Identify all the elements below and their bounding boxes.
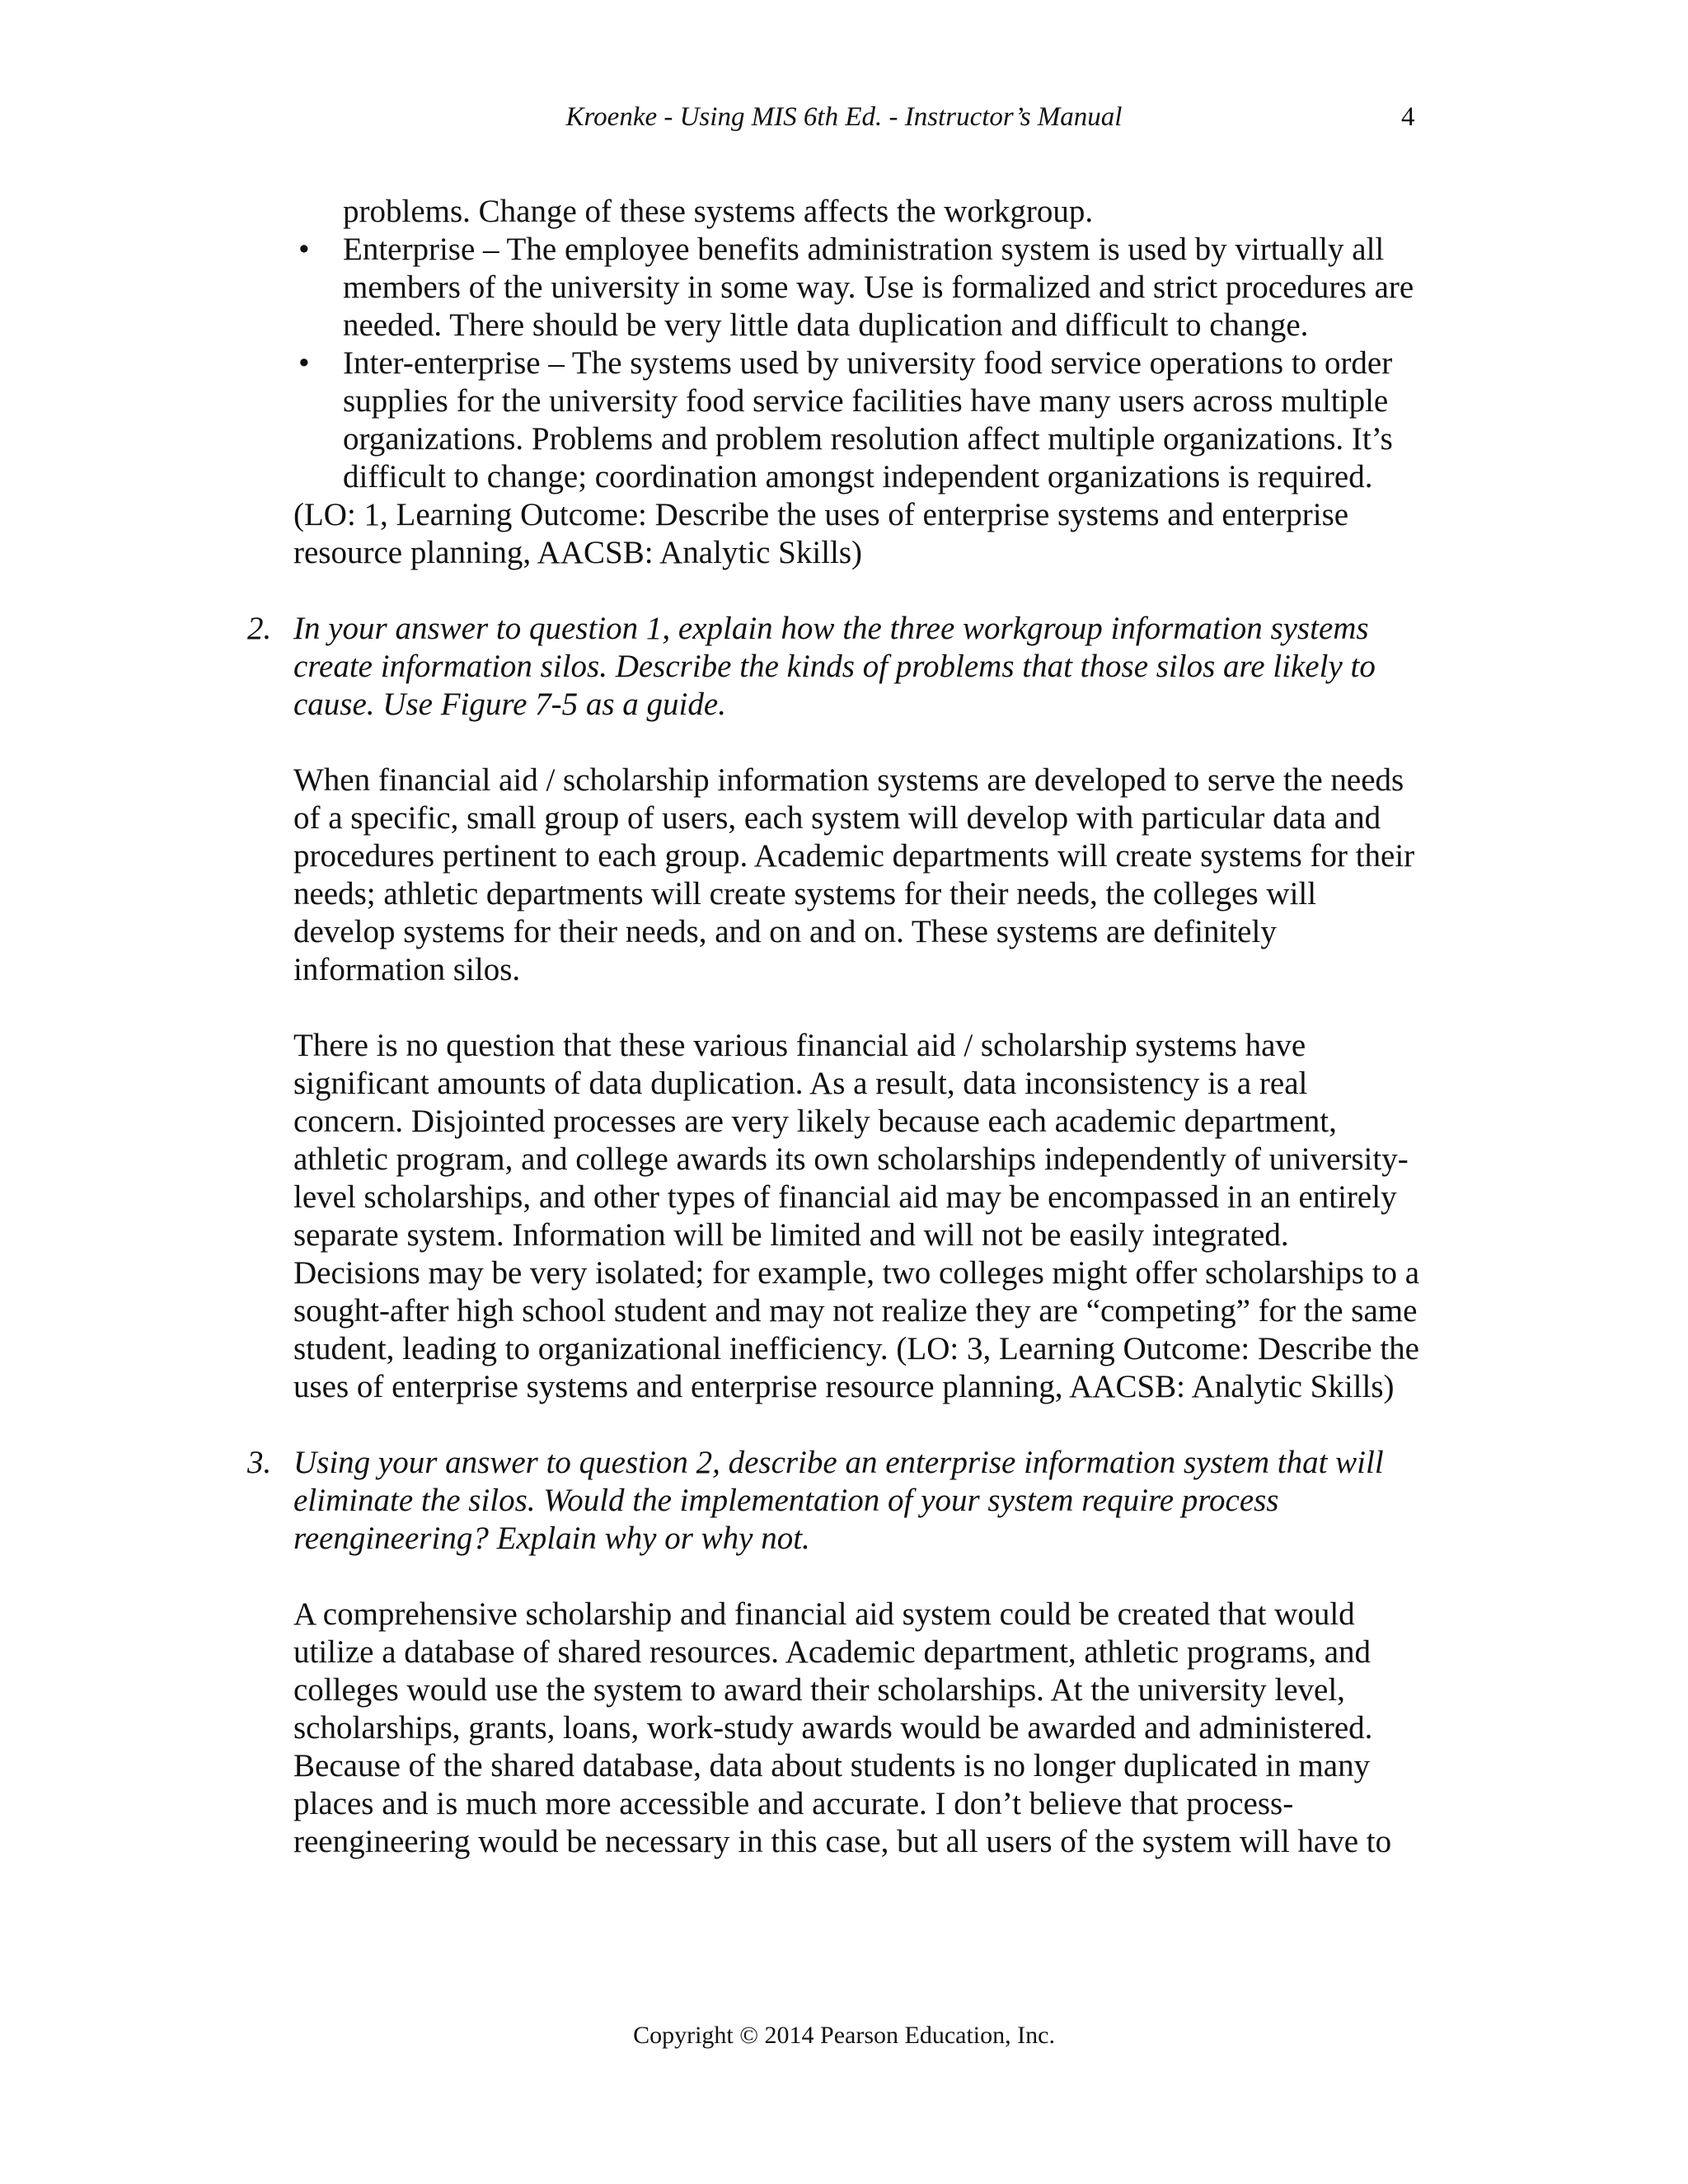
learning-outcome-note: (LO: 1, Learning Outcome: Describe the uses of enterprise systems and enterprise resource planning, AACSB: Analytic Skills) [293, 497, 1349, 570]
page-number: 4 [1401, 102, 1415, 132]
question-3 [247, 1444, 1423, 1861]
bullet-item-enterprise [293, 231, 1423, 344]
question-2 [247, 610, 1423, 1406]
page-footer [0, 2018, 1688, 2054]
continued-bullet-text: problems. Change of these systems affects the workgroup. [343, 194, 1094, 229]
question-number: 3. [247, 1445, 272, 1480]
question-text: In your answer to question 1, explain how the three workgroup information systems create information silos. Describe the kinds of problems that those silos are likely to cause. Use Figure 7-5 as a guide. [293, 611, 1376, 722]
bullet-text: Inter-enterprise – The systems used by university food service operations to order supplies for the university food service facilities have many users across multiple organizations. Problems and problem resolution affect multiple organizations. It’s difficult to change; coordination amongst independent organizations is required. [343, 345, 1393, 494]
bullet-icon: • [298, 345, 310, 381]
question-text: Using your answer to question 2, describe an enterprise information system that will eliminate the silos. Would the implementation of your system require process reengineering? Explain why or why not. [293, 1445, 1384, 1556]
bullet-text: Enterprise – The employee benefits administration system is used by virtually all members of the university in some way. Use is formalized and strict procedures are needed. There should be very little data duplication and difficult to change. [343, 232, 1414, 343]
page-body [247, 193, 1423, 1861]
bullet-icon: • [298, 232, 310, 267]
header-title: Kroenke - Using MIS 6th Ed. - Instructor’s Manual [565, 102, 1123, 132]
page-header [0, 97, 1688, 137]
question-number: 2. [247, 611, 272, 646]
answer-paragraph: When financial aid / scholarship information systems are developed to serve the needs of a specific, small group of users, each system will develop with particular data and procedures pertinent to each group. Academic departments will create systems for their needs; athletic departments will create systems for their needs, the colleges will develop systems for their needs, and on and on. These systems are definitely information silos. [293, 762, 1415, 987]
copyright-text: Copyright © 2014 Pearson Education, Inc. [633, 2022, 1055, 2049]
bullet-list [293, 231, 1423, 496]
answer-paragraph: There is no question that these various financial aid / scholarship systems have significant amounts of data duplication. As a result, data inconsistency is a real concern. Disjointed processes are very likely because each academic department, athletic program, and college awards its own scholarships independently of university-level scholarships, and other types of financial aid may be encompassed in an entirely separate system. Information will be limited and will not be easily integrated. Decisions may be very isolated; for example, two colleges might offer scholarships to a sought-after high school student and may not realize they are “competing” for the same student, leading to organizational inefficiency. (LO: 3, Learning Outcome: Describe the uses of enterprise systems and enterprise resource planning, AACSB: Analytic Skills) [293, 1028, 1420, 1404]
bullet-item-inter-enterprise [293, 344, 1423, 496]
answer-paragraph: A comprehensive scholarship and financial aid system could be created that would utilize a database of shared resources. Academic department, athletic programs, and colleges would use the system to award their scholarships. At the university level, scholarships, grants, loans, work-study awards would be awarded and administered. Because of the shared database, data about students is no longer duplicated in many places and is much more accessible and accurate. I don’t believe that process-reengineering would be necessary in this case, but all users of the system will have to [293, 1596, 1392, 1859]
